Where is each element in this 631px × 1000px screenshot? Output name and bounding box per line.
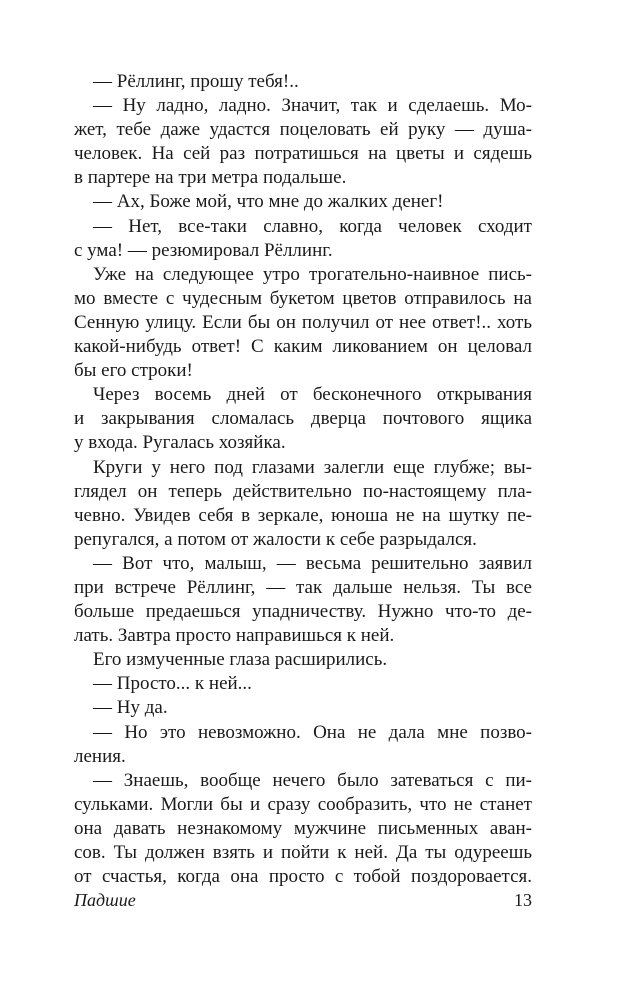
text-line: жет, тебе даже удастся поцеловать ей руку — душа-	[74, 119, 532, 141]
text-line: лать. Завтра просто направишься к ней.	[74, 625, 395, 647]
text-line: репугался, а потом от жалости к себе разрыдался.	[74, 528, 477, 550]
text-line: у входа. Ругалась хозяйка.	[74, 432, 286, 454]
text-line: сов. Ты должен взять и пойти к ней. Да ты одуреешь	[74, 842, 532, 863]
text-line: — Ах, Боже мой, что мне до жалких денег!	[93, 191, 444, 213]
text-line: при встрече Рёллинг, — так дальше нельзя. Ты все	[74, 576, 532, 598]
text-line: ления.	[74, 745, 126, 767]
text-line: человек. На сей раз потратишься на цветы и сядешь	[74, 143, 532, 165]
text-line: с ума! — резюмировал Рёллинг.	[74, 239, 333, 261]
page-number: 13	[514, 890, 532, 910]
text-line: Сенную улицу. Если бы он получил от нее ответ!.. хоть	[74, 311, 532, 333]
running-title: Падшие	[74, 890, 136, 910]
text-line: Круги у него под глазами залегли еще глубже; вы-	[93, 456, 532, 478]
text-line: — Просто... к ней...	[93, 673, 252, 695]
text-line: — Нет, все-таки славно, когда человек сходит	[93, 215, 532, 237]
page-footer	[74, 887, 532, 913]
text-line: — Рёллинг, прошу тебя!..	[93, 71, 299, 92]
text-line: бы его строки!	[74, 360, 193, 382]
text-line: чевно. Увидев себя в зеркале, юноша не на шутку пе-	[74, 504, 532, 526]
text-line: сульками. Могли бы и сразу сообразить, что не станет	[74, 793, 532, 815]
text-line: — Ну ладно, ладно. Значит, так и сделаешь. Мо-	[93, 95, 532, 117]
text-line: она давать незнакомому мужчине письменных аван-	[74, 817, 532, 839]
text-line: в партере на три метра подальше.	[74, 167, 347, 189]
text-line: от счастья, когда она просто с тобой поздоровается.	[74, 866, 532, 888]
text-line: мо вместе с чудесным букетом цветов отправилось на	[74, 287, 532, 309]
text-line: больше предаешься упадничеству. Нужно что-то де-	[74, 601, 532, 623]
text-line: — Ну да.	[93, 697, 168, 719]
text-line: глядел он теперь действительно по-настоящему пла-	[74, 480, 532, 502]
text-line: — Знаешь, вообще нечего было затеваться с пи-	[93, 769, 532, 791]
text-line: — Вот что, малыш, — весьма решительно заявил	[93, 552, 532, 574]
text-line: и закрывания сломалась дверца почтового ящика	[74, 408, 532, 430]
text-line: Уже на следующее утро трогательно-наивное пись-	[93, 263, 532, 285]
body-text	[74, 70, 532, 889]
text-line: какой-нибудь ответ! С каким ликованием он целовал	[74, 336, 532, 358]
text-line: Его измученные глаза расширились.	[93, 649, 388, 671]
text-line: Через восемь дней от бесконечного открывания	[93, 384, 532, 406]
text-line: — Но это невозможно. Она не дала мне позво-	[93, 721, 532, 743]
